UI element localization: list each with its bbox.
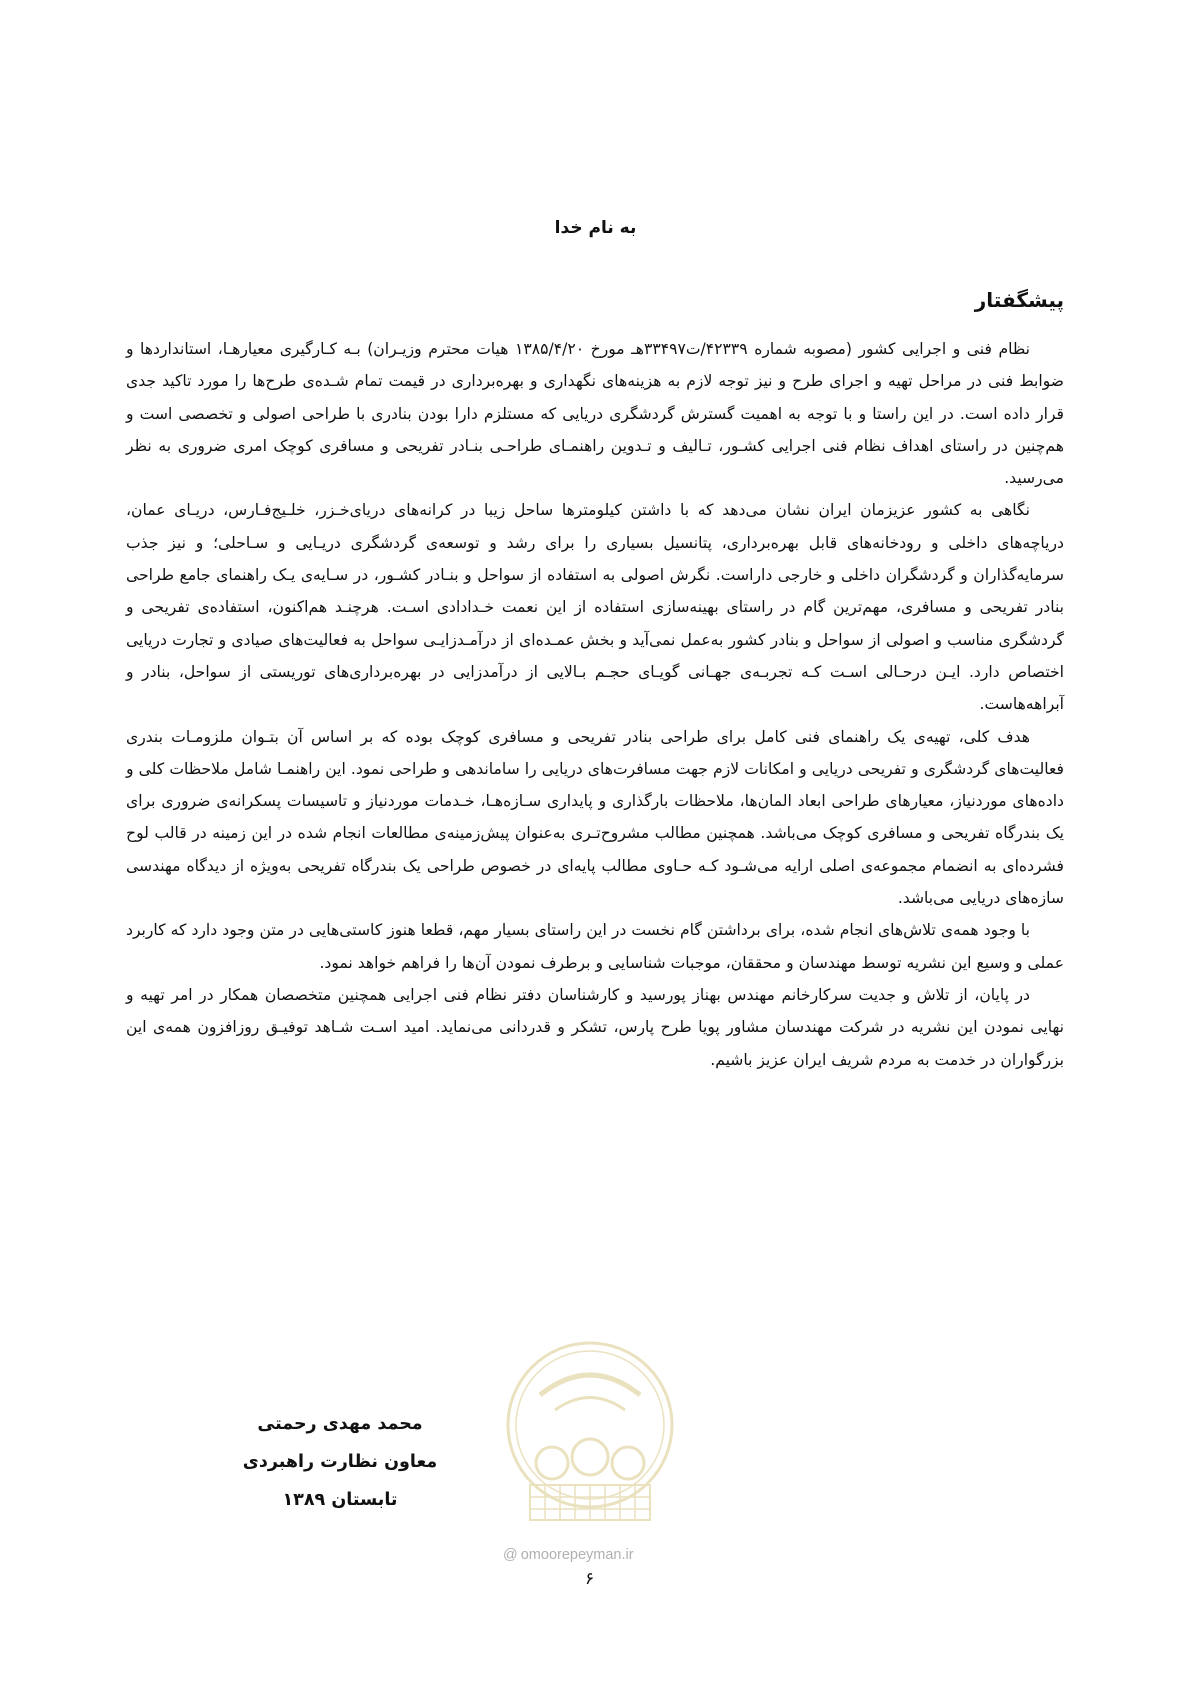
page-number: ۶ — [585, 1569, 595, 1589]
paragraph-2: نگاهی به کشور عزیزمان ایران نشان می‌دهد که با داشتن کیلومترها ساحل زیبا در کرانه‌های دریای‌خـزر، خلـیج‌فـارس، دریـای عمان، دریاچه‌های داخلی و رودخانه‌های قابل بهره‌برداری، پتانسیل بسیاری را برای رشد و توسعه‌ی گردشگری دریـایی و سـاحلی؛ و نیز جذب سرمایه‌گذاران و گردشگران داخلی و خارجی داراست. نگرش اصولی به استفاده از سواحل و بنـادر کشـور، در سـایه‌ی یـک راهنمای جامع طراحی بنادر تفریحی و مسافری، مهم‌ترین گام در راستای بهینه‌سازی استفاده از این نعمت خـدادادی اسـت. هرچنـد هم‌اکنون، استفاده‌ی تفریحی و گردشگری مناسب و اصولی از سواحل و بنادر کشور به‌عمل نمی‌آید و بخش عمـده‌ای از درآمـدزایـی سواحل به فعالیت‌های صیادی و تجارت دریایی اختصاص دارد. ایـن درحـالی اسـت کـه تجربـه‌ی جهـانی گویـای حجـم بـالایی از درآمدزایی در بهره‌برداری‌های توریستی از سواحل، بنادر و آبراهه‌هاست. — [126, 501, 1064, 714]
watermark-url — [503, 1547, 683, 1563]
signatory-name: محمد مهدی رحمتی — [257, 1414, 423, 1434]
watermark-url-text: omoorepeyman.ir — [520, 1547, 634, 1563]
at-icon: @ — [503, 1547, 518, 1563]
basmala-header: به نام خدا — [554, 218, 637, 238]
paragraph-3: هدف کلی، تهیه‌ی یک راهنمای فنی کامل برای طراحی بنادر تفریحی و مسافری کوچک بوده که بر اساس آن بتـوان ملزومـات بندری فعالیت‌های گردشگری و تفریحی دریایی و امکانات لازم جهت مسافرت‌های دریایی را ساماندهی و طراحی نمود. این راهنمـا شامل ملاحظات کلی و داده‌های موردنیاز، معیارهای طراحی ابعاد المان‌ها، ملاحظات بارگذاری و پایداری سـازه‌هـا، خـدمات موردنیاز و تاسیسات پسکرانه‌ی ضروری برای یک بندرگاه تفریحی و مسافری کوچک می‌باشد. همچنین مطالب مشروح‌تـری به‌عنوان پیش‌زمینه‌ی مطالعات انجام شده در این زمینه در قالب لوح فشرده‌ای به انضمام مجموعه‌ی اصلی ارایه می‌شـود کـه حـاوی مطالب پایه‌ای در خصوص طراحی یک بندرگاه تفریحی به‌ویژه از دیدگاه مهندسی سازه‌های دریایی می‌باشد. — [126, 727, 1064, 908]
body-text — [126, 333, 1064, 1076]
paragraph-5: در پایان، از تلاش و جدیت سرکارخانم مهندس بهناز پورسید و کارشناسان دفتر نظام فنی اجرایی همچنین متخصصان همکار در امر تهیه و نهایی نمودن این نشریه در شرکت مهندسان مشاور پویا طرح پارس، تشکر و قدردانی می‌نماید. امید اسـت شـاهد توفیـق روزافزون همه‌ی این بزرگواران در خدمت به مردم شریف ایران عزیز باشیم. — [126, 985, 1064, 1069]
watermark-seal-logo — [500, 1335, 680, 1545]
paragraph-1: نظام فنی و اجرایی کشور (مصوبه شماره ۴۲۳۳۹/ت۳۳۴۹۷هـ مورخ ۱۳۸۵/۴/۲۰ هیات محترم وزیـران) بـه کـارگیری معیارهـا، استانداردها و ضوابط فنی در مراحل تهیه و اجرای طرح و نیز توجه لازم به هزینه‌های نگهداری و بهره‌برداری در قیمت تمام شـده‌ی طرح‌ها را مورد تاکید جدی قرار داده است. در این راستا و با توجه به اهمیت گسترش گردشگری دریایی که مستلزم دارا بودن بنادری با طراحی اصولی و تخصصی است و هم‌چنین در راستای اهداف نظام فنی اجرایی کشـور، تـالیف و تـدوین راهنمـای طراحـی بنـادر تفریحی و مسافری کوچک امری ضروری به نظر می‌رسید. — [126, 340, 1064, 488]
paragraph-4: با وجود همه‌ی تلاش‌های انجام شده، برای برداشتن گام نخست در این راستای بسیار مهم، قطعا هنوز کاستی‌هایی در متن وجود دارد که کاربرد عملی و وسیع این نشریه توسط مهندسان و محققان، موجبات شناسایی و برطرف نمودن آن‌ها را فراهم خواهد نمود. — [126, 921, 1064, 972]
signatory-position: معاون نظارت راهبردی — [242, 1452, 438, 1472]
page-title: پیشگفتار — [974, 288, 1064, 312]
signature-date: تابستان ۱۳۸۹ — [282, 1490, 398, 1510]
signature-block — [220, 1405, 460, 1519]
